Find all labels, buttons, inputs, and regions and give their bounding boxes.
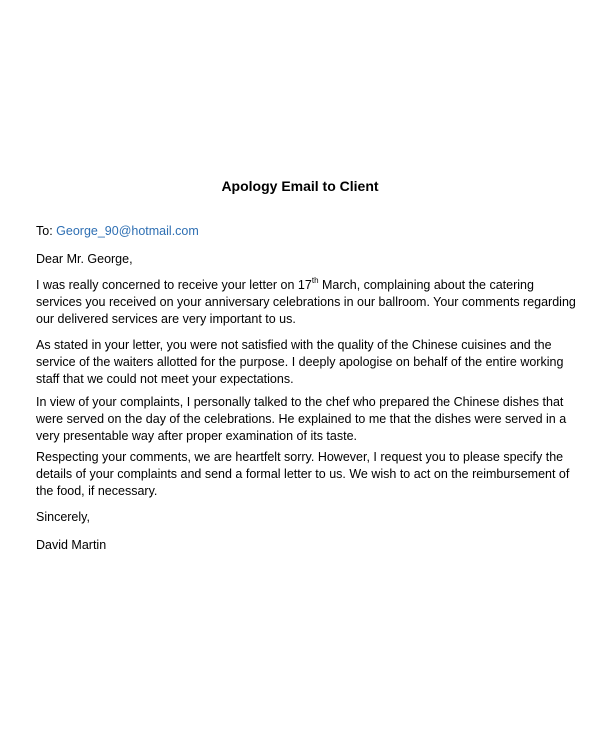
paragraph-3-line-1: In view of your complaints, I personally talked to the chef who prepared the Chinese dishes that	[36, 395, 564, 409]
paragraph-1-line-1-end: March, complaining about the catering	[318, 278, 534, 292]
letter-title: Apology Email to Client	[221, 178, 379, 194]
salutation	[36, 251, 564, 268]
paragraph-2	[36, 337, 564, 388]
closing	[36, 509, 564, 526]
recipient-line	[36, 223, 564, 240]
paragraph-3-line-3: very presentable way after proper examination of its taste.	[36, 429, 357, 443]
paragraph-4-line-2: details of your complaints and send a formal letter to us. We wish to act on the reimbursement of	[36, 467, 570, 481]
date-ordinal-suffix: th	[311, 275, 319, 285]
paragraph-3	[36, 394, 567, 445]
paragraph-4	[36, 449, 570, 500]
salutation-text: Dear Mr. George,	[36, 252, 133, 266]
signature	[36, 537, 564, 554]
paragraph-1-line-2: services you received on your anniversary celebrations in our ballroom. Your comments regarding	[36, 295, 576, 309]
paragraph-4-line-1: Respecting your comments, we are heartfelt sorry. However, I request you to please specify the	[36, 450, 564, 464]
recipient-email-link[interactable]: George_90@hotmail.com	[56, 224, 199, 238]
paragraph-1	[36, 275, 576, 328]
paragraph-1-line-3: our delivered services are very important to us.	[36, 312, 296, 326]
paragraph-4-line-3: the food, if necessary.	[36, 484, 158, 498]
paragraph-3-line-2: were served on the day of the celebrations. He explained to me that the dishes were served in a	[36, 412, 567, 426]
to-label: To:	[36, 224, 57, 238]
signature-name: David Martin	[36, 538, 107, 552]
paragraph-2-line-2: service of the waiters allotted for the purpose. I deeply apologise on behalf of the entire working	[36, 355, 564, 369]
paragraph-1-line-1	[36, 277, 564, 294]
paragraph-2-line-3: staff that we could not meet your expectations.	[36, 372, 294, 386]
closing-text: Sincerely,	[36, 510, 90, 524]
paragraph-1-line-1-start: I was really concerned to receive your letter on 17	[36, 278, 312, 292]
paragraph-2-line-1: As stated in your letter, you were not satisfied with the quality of the Chinese cuisines and the	[36, 338, 552, 352]
